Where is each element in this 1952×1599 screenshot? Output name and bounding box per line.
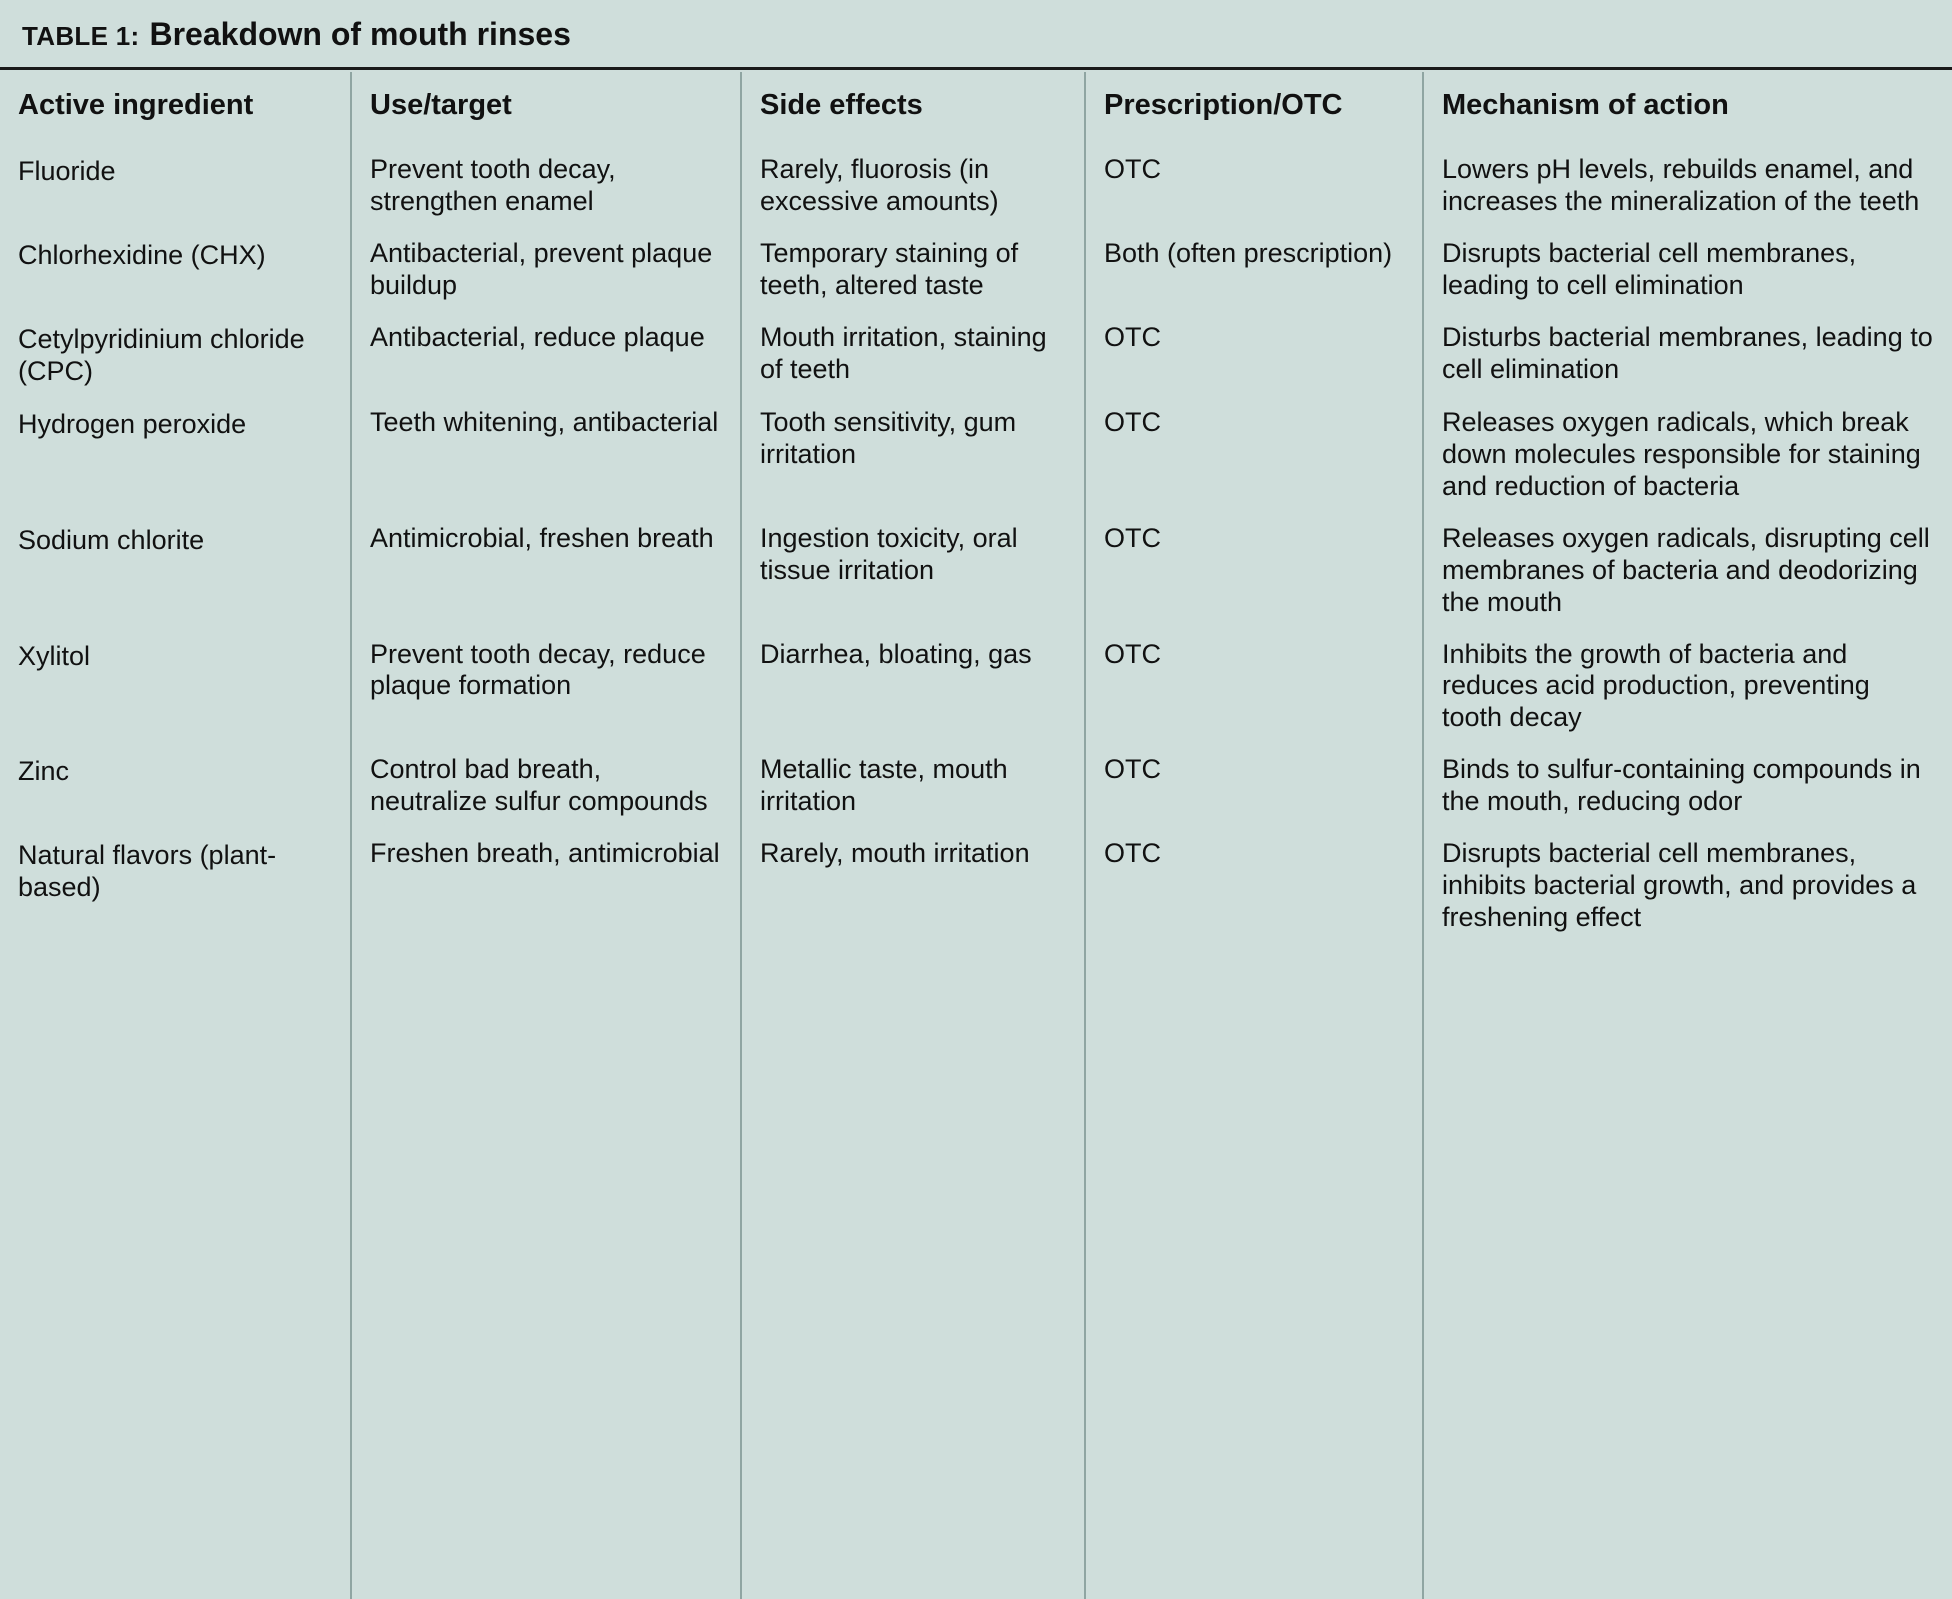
- table-caption-title: Breakdown of mouth rinses: [149, 16, 571, 52]
- table-row: Disrupts bacterial cell membranes, inhibits bacterial growth, and provides a freshening effect: [1442, 837, 1917, 932]
- table-row: Disrupts bacterial cell membranes, leading to cell elimination: [1442, 237, 1857, 300]
- table-row: Natural flavors (plant-based): [18, 839, 277, 902]
- table-row: Teeth whitening, antibacterial: [370, 407, 719, 438]
- table-row: OTC: [1104, 522, 1161, 553]
- mouth-rinse-table: [0, 70, 1952, 1599]
- table-row: Ingestion toxicity, oral tissue irritation: [760, 522, 1018, 585]
- table-row: OTC: [1104, 321, 1161, 352]
- table-row: Rarely, mouth irritation: [760, 837, 1030, 868]
- table-row: OTC: [1104, 638, 1161, 669]
- table-row: Xylitol: [18, 640, 91, 671]
- table-row: Binds to sulfur-containing compounds in the mouth, reducing odor: [1442, 754, 1921, 816]
- table-row: Lowers pH levels, rebuilds enamel, and increases the mineralization of the teeth: [1442, 154, 1920, 217]
- table-row: Both (often prescription): [1104, 237, 1393, 268]
- table-row: Cetylpyridinium chloride (CPC): [18, 323, 305, 386]
- table-row: Releases oxygen radicals, disrupting cell membranes of bacteria and deodorizing the mouth: [1442, 522, 1930, 617]
- table-row: Inhibits the growth of bacteria and reduces acid production, preventing tooth decay: [1442, 638, 1870, 733]
- table-row: Zinc: [18, 756, 70, 787]
- table-row: Diarrhea, bloating, gas: [760, 638, 1032, 669]
- column-header-prescription-otc: Prescription/OTC: [1104, 89, 1343, 121]
- table-row: Antibacterial, reduce plaque: [370, 321, 705, 352]
- column-header-side-effects: Side effects: [760, 89, 923, 121]
- table-row: OTC: [1104, 154, 1161, 185]
- column-header-active-ingredient: Active ingredient: [18, 89, 254, 121]
- column-header-mechanism-of-action: Mechanism of action: [1442, 89, 1729, 121]
- table-caption-label: TABLE 1:: [22, 21, 140, 51]
- table-row: OTC: [1104, 754, 1161, 785]
- table-row: Prevent tooth decay, reduce plaque formation: [370, 638, 706, 701]
- table-row: Fluoride: [18, 156, 116, 187]
- table-row: Antimicrobial, freshen breath: [370, 522, 714, 553]
- table-row: Hydrogen peroxide: [18, 409, 247, 440]
- table-row: Prevent tooth decay, strengthen enamel: [370, 154, 616, 217]
- table-row: OTC: [1104, 407, 1161, 438]
- table-row: OTC: [1104, 837, 1161, 868]
- table-caption: [0, 0, 1952, 70]
- column-header-use-target: Use/target: [370, 89, 512, 121]
- table-row: Tooth sensitivity, gum irritation: [760, 407, 1017, 470]
- table-row: Freshen breath, antimicrobial: [370, 837, 720, 868]
- table-row: Metallic taste, mouth irritation: [760, 754, 1008, 816]
- table-row: Releases oxygen radicals, which break down molecules responsible for staining and reduction of bacteria: [1442, 407, 1921, 502]
- table-row: Chlorhexidine (CHX): [18, 239, 266, 270]
- table-row: Sodium chlorite: [18, 524, 205, 555]
- table-row: Disturbs bacterial membranes, leading to cell elimination: [1442, 321, 1933, 384]
- table-row: Control bad breath, neutralize sulfur compounds: [370, 754, 708, 816]
- table-row: Antibacterial, prevent plaque buildup: [370, 237, 713, 300]
- table-row: Mouth irritation, staining of teeth: [760, 321, 1047, 384]
- table-row: Rarely, fluorosis (in excessive amounts): [760, 154, 999, 217]
- table-row: Temporary staining of teeth, altered taste: [760, 237, 1019, 300]
